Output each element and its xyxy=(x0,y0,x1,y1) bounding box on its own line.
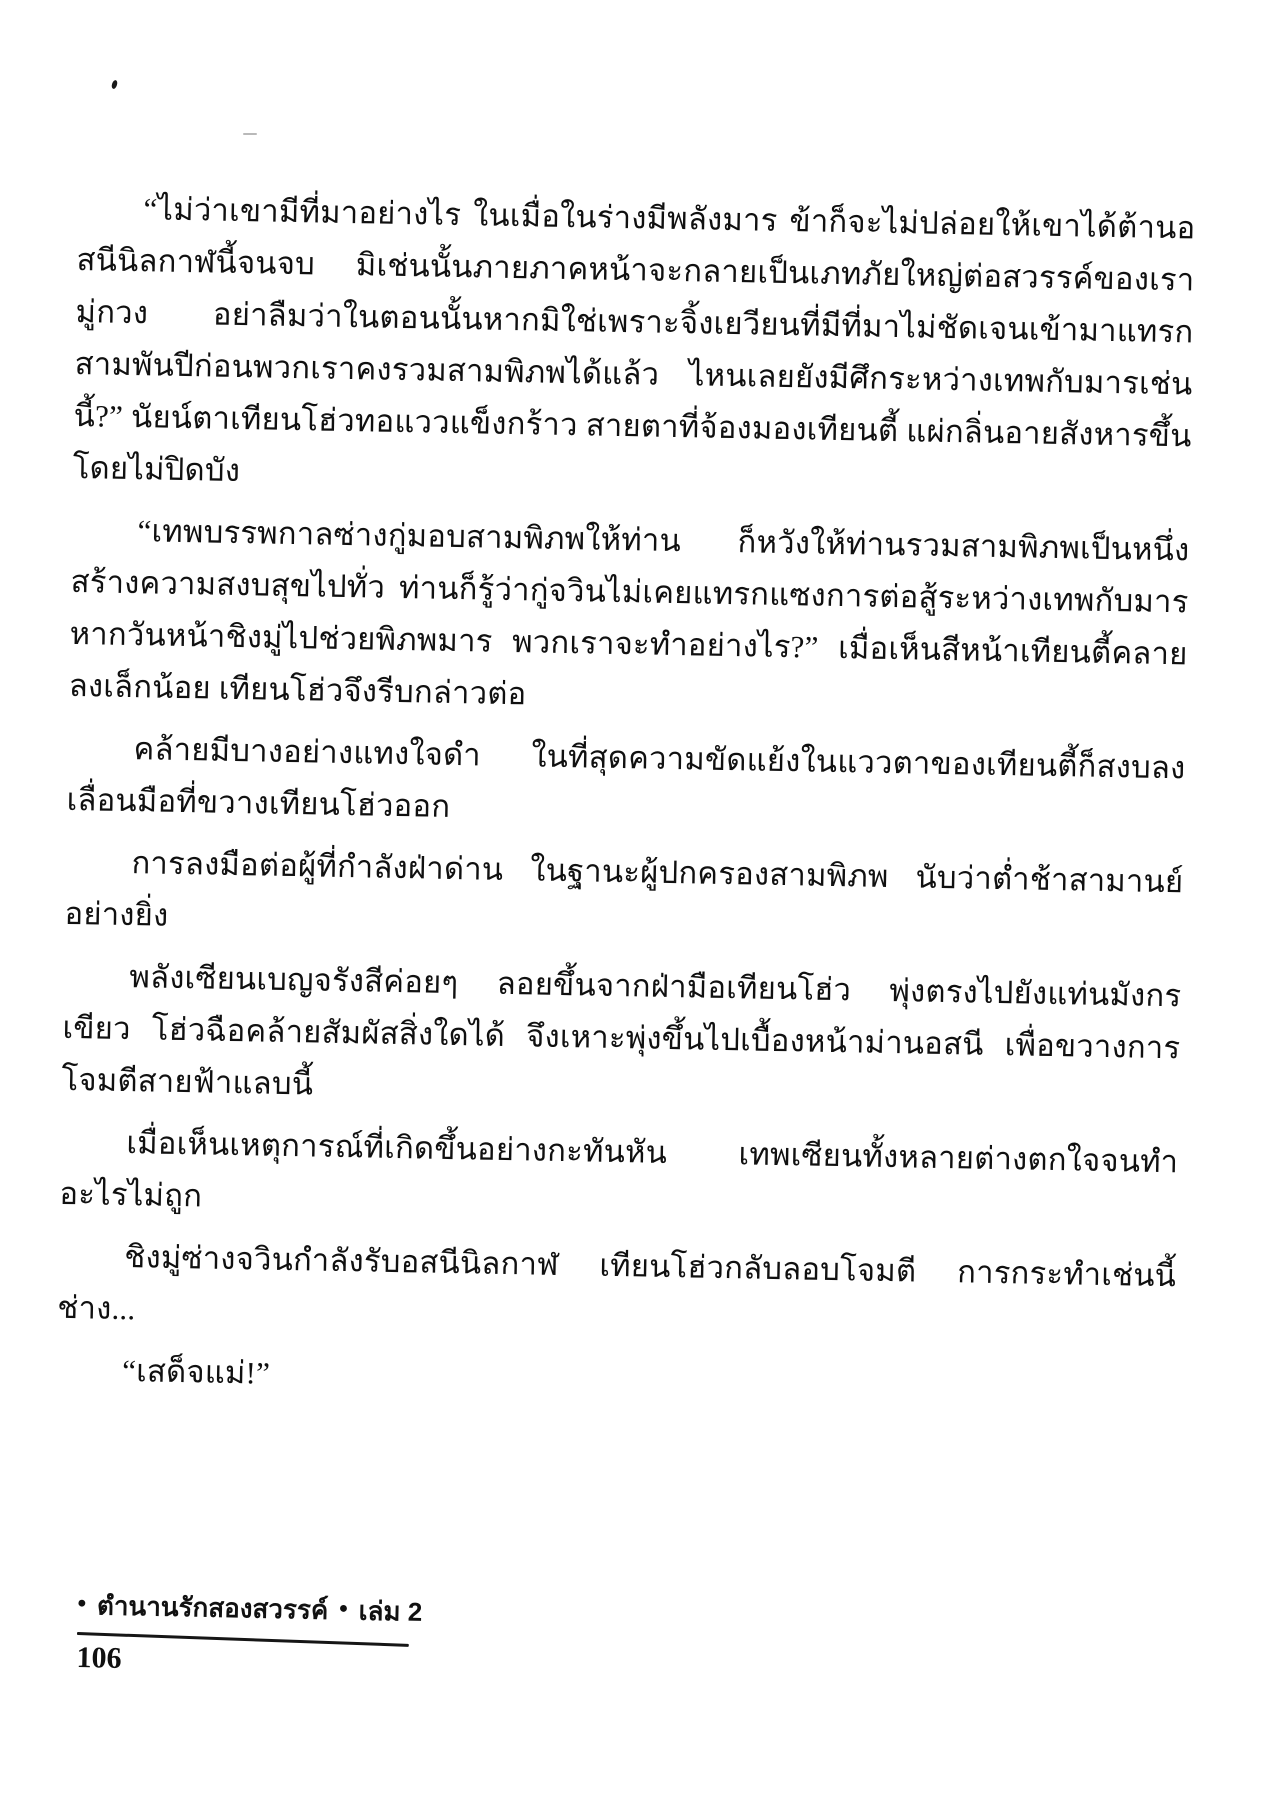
running-title xyxy=(77,1585,423,1633)
paragraph: พลังเซียนเบญจรังสีค่อยๆ ลอยขึ้นจากฝ่ามือเทียนโฮ่ว พุ่งตรงไปยังแท่นมังกรเขียว โฮ่วฉือคล้ายสัมผัสสิ่งใดได้ จึงเหาะพุ่งขึ้นไปเบื้องหน้าม่านอสนี เพื่อขวางการโจมตีสายฟ้าแลบนี้ xyxy=(61,959,1182,1102)
scan-speck xyxy=(111,79,119,89)
paragraph: “ไม่ว่าเขามีที่มาอย่างไร ในเมื่อในร่างมีพลังมาร ข้าก็จะไม่ปล่อยให้เขาได้ต้านอสนีนิลกาฬนี้จนจบ มิเช่นนั้นภายภาคหน้าจะกลายเป็นเภทภัยใหญ่ต่อสวรรค์ของเรา มู่กวง อย่าลืมว่าในตอนนั้นหากมิใช่เพราะจิ้งเยวียนที่มีที่มาไม่ชัดเจนเข้ามาแทรก สามพันปีก่อนพวกเราคงรวมสามพิภพได้แล้ว ไหนเลยยังมีศึกระหว่างเทพกับมารเช่นนี้?” นัยน์ตาเทียนโฮ่วทอแววแข็งกร้าว สายตาที่จ้องมองเทียนตี้ แผ่กลิ่นอายสังหารขึ้นโดยไม่ปิดบัง xyxy=(72,191,1196,489)
scan-speck xyxy=(243,133,257,135)
paragraph: คล้ายมีบางอย่างแทงใจดำ ในที่สุดความขัดแย้งในแววตาของเทียนตี้ก็สงบลง เลื่อนมือที่ขวางเทียนโฮ่วออก xyxy=(66,731,1186,824)
page-footer xyxy=(76,1585,423,1682)
paragraph: ชิงมู่ซ่างจวินกำลังรับอสนีนิลกาฬ เทียนโฮ่วกลับลอบโจมตี การกระทำเช่นนี้ช่าง... xyxy=(57,1239,1177,1327)
paragraph: “เทพบรรพกาลซ่างกู่มอบสามพิภพให้ท่าน ก็หวังให้ท่านรวมสามพิภพเป็นหนึ่ง สร้างความสงบสุขไปทั่ว ท่านก็รู้ว่ากู่จวินไม่เคยแทรกแซงการต่อสู้ระหว่างเทพกับมาร หากวันหน้าชิงมู่ไปช่วยพิภพมาร พวกเราจะทำอย่างไร?” เมื่อเห็นสีหน้าเทียนตี้คลายลงเล็กน้อย เทียนโฮ่วจึงรีบกล่าวต่อ xyxy=(68,513,1190,712)
paragraph: การลงมือต่อผู้ที่กำลังฝ่าด่าน ในฐานะผู้ปกครองสามพิภพ นับว่าต่ำช้าสามานย์อย่างยิ่ง xyxy=(64,845,1184,933)
page-number: 106 xyxy=(76,1640,122,1675)
paragraph: “เสด็จแม่!” xyxy=(121,1353,271,1391)
footer-series-title: ตำนานรักสองสวรรค์ xyxy=(96,1590,329,1626)
page-content xyxy=(56,182,1196,1426)
footer-volume: เล่ม 2 xyxy=(358,1595,423,1627)
paragraph: เมื่อเห็นเหตุการณ์ที่เกิดขึ้นอย่างกะทันหัน เทพเซียนทั้งหลายต่างตกใจจนทำอะไรไม่ถูก xyxy=(59,1125,1179,1214)
bullet-icon: • xyxy=(339,1594,348,1622)
bullet-icon: • xyxy=(77,1589,87,1617)
